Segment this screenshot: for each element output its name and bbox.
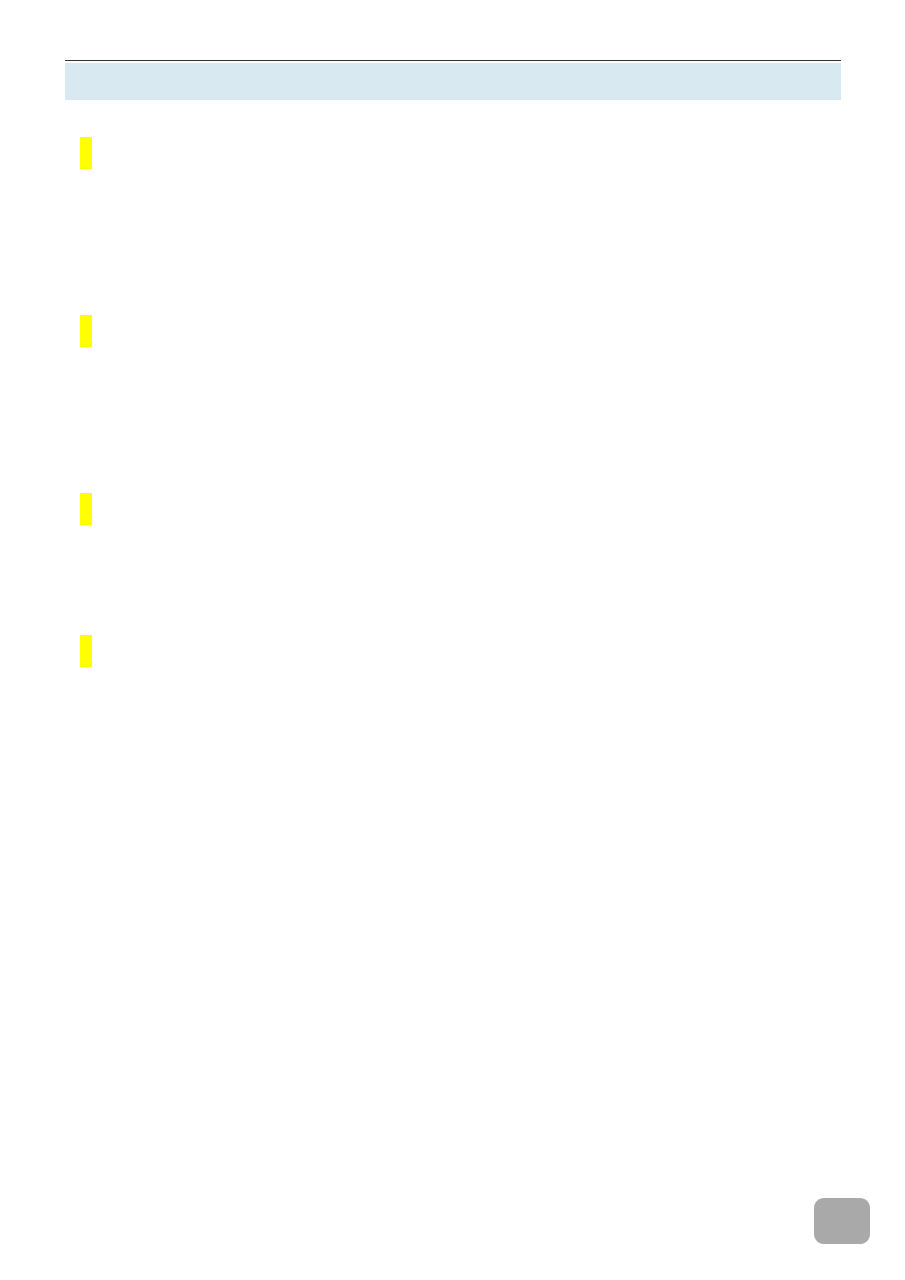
section-band-title (65, 63, 841, 100)
page-header-title (65, 22, 841, 61)
lesson-title (80, 493, 92, 525)
lesson-title (80, 315, 92, 347)
lesson-title (80, 635, 92, 667)
lesson-title (80, 137, 92, 169)
page-number-badge (814, 1198, 870, 1244)
